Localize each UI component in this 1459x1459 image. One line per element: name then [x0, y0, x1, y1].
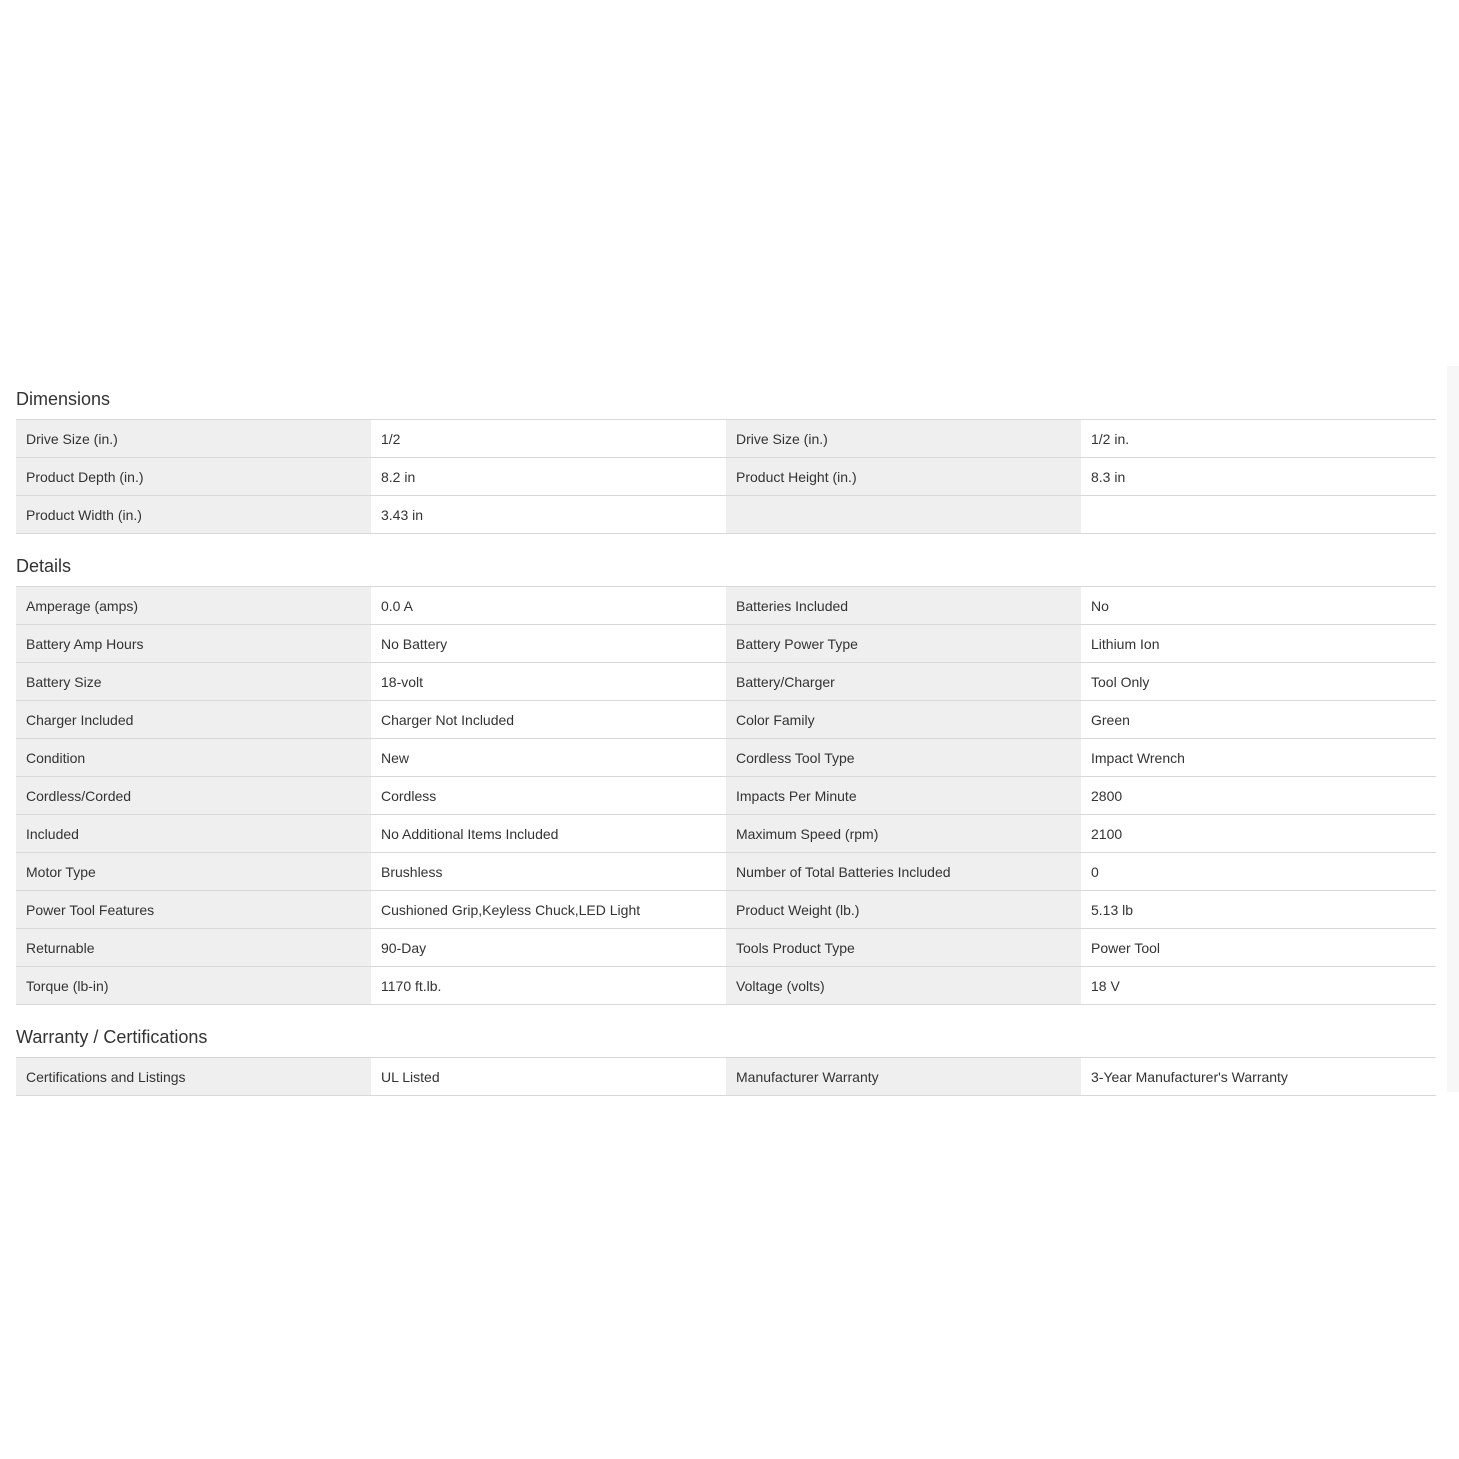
specifications-panel	[0, 366, 1459, 1092]
spec-value: No	[1081, 587, 1436, 625]
spec-label: Product Height (in.)	[726, 458, 1081, 496]
spec-value: 2800	[1081, 777, 1436, 815]
spec-table-warranty	[16, 1058, 1436, 1096]
spec-table-details	[16, 587, 1436, 1005]
spec-label: Cordless Tool Type	[726, 739, 1081, 777]
spec-label: Impacts Per Minute	[726, 777, 1081, 815]
spec-value: No Battery	[371, 625, 726, 663]
table-row	[16, 777, 1436, 815]
spec-value: 18-volt	[371, 663, 726, 701]
table-row	[16, 663, 1436, 701]
spec-label: Certifications and Listings	[16, 1058, 371, 1096]
spec-value: UL Listed	[371, 1058, 726, 1096]
spec-label: Amperage (amps)	[16, 587, 371, 625]
spec-value: No Additional Items Included	[371, 815, 726, 853]
section-warranty-certifications	[16, 1012, 1436, 1092]
spec-value: Impact Wrench	[1081, 739, 1436, 777]
spec-value: 1/2 in.	[1081, 420, 1436, 458]
spec-value: 1/2	[371, 420, 726, 458]
spec-value: 8.3 in	[1081, 458, 1436, 496]
table-row	[16, 853, 1436, 891]
spec-label: Battery/Charger	[726, 663, 1081, 701]
spec-label: Power Tool Features	[16, 891, 371, 929]
spec-label: Batteries Included	[726, 587, 1081, 625]
spec-label: Included	[16, 815, 371, 853]
spec-value: 3-Year Manufacturer's Warranty	[1081, 1058, 1436, 1096]
spec-value: Lithium Ion	[1081, 625, 1436, 663]
spec-label: Drive Size (in.)	[726, 420, 1081, 458]
spec-value: Green	[1081, 701, 1436, 739]
table-row	[16, 891, 1436, 929]
table-row	[16, 496, 1436, 534]
table-row	[16, 967, 1436, 1005]
spec-label: Maximum Speed (rpm)	[726, 815, 1081, 853]
section-title: Warranty / Certifications	[16, 1012, 1436, 1058]
table-row	[16, 420, 1436, 458]
spec-label	[726, 496, 1081, 534]
table-row	[16, 701, 1436, 739]
scroll-gutter	[1447, 366, 1459, 1092]
spec-label: Condition	[16, 739, 371, 777]
spec-label: Number of Total Batteries Included	[726, 853, 1081, 891]
section-title: Dimensions	[16, 374, 1436, 420]
spec-value: Tool Only	[1081, 663, 1436, 701]
spec-label: Returnable	[16, 929, 371, 967]
spec-value	[1081, 496, 1436, 534]
spec-label: Product Width (in.)	[16, 496, 371, 534]
spec-value: 0	[1081, 853, 1436, 891]
spec-label: Voltage (volts)	[726, 967, 1081, 1005]
spec-value: Power Tool	[1081, 929, 1436, 967]
section-dimensions	[16, 374, 1436, 534]
spec-value: Cushioned Grip,Keyless Chuck,LED Light	[371, 891, 726, 929]
spec-label: Motor Type	[16, 853, 371, 891]
section-title: Details	[16, 541, 1436, 587]
spec-label: Charger Included	[16, 701, 371, 739]
table-row	[16, 1058, 1436, 1096]
spec-label: Manufacturer Warranty	[726, 1058, 1081, 1096]
spec-value: New	[371, 739, 726, 777]
spec-value: 0.0 A	[371, 587, 726, 625]
spec-value: 90-Day	[371, 929, 726, 967]
spec-label: Product Depth (in.)	[16, 458, 371, 496]
spec-label: Color Family	[726, 701, 1081, 739]
spec-value: 8.2 in	[371, 458, 726, 496]
table-row	[16, 815, 1436, 853]
spec-value: 5.13 lb	[1081, 891, 1436, 929]
spec-label: Product Weight (lb.)	[726, 891, 1081, 929]
spec-value: 18 V	[1081, 967, 1436, 1005]
spec-value: Charger Not Included	[371, 701, 726, 739]
spec-value: Cordless	[371, 777, 726, 815]
table-row	[16, 625, 1436, 663]
section-details	[16, 541, 1436, 1001]
table-row	[16, 587, 1436, 625]
spec-label: Torque (lb-in)	[16, 967, 371, 1005]
spec-label: Drive Size (in.)	[16, 420, 371, 458]
spec-value: 3.43 in	[371, 496, 726, 534]
spec-label: Cordless/Corded	[16, 777, 371, 815]
spec-value: Brushless	[371, 853, 726, 891]
spec-label: Battery Amp Hours	[16, 625, 371, 663]
spec-table-dimensions	[16, 420, 1436, 534]
spec-label: Battery Size	[16, 663, 371, 701]
spec-value: 2100	[1081, 815, 1436, 853]
spec-label: Battery Power Type	[726, 625, 1081, 663]
table-row	[16, 929, 1436, 967]
spec-label: Tools Product Type	[726, 929, 1081, 967]
spec-value: 1170 ft.lb.	[371, 967, 726, 1005]
table-row	[16, 739, 1436, 777]
table-row	[16, 458, 1436, 496]
